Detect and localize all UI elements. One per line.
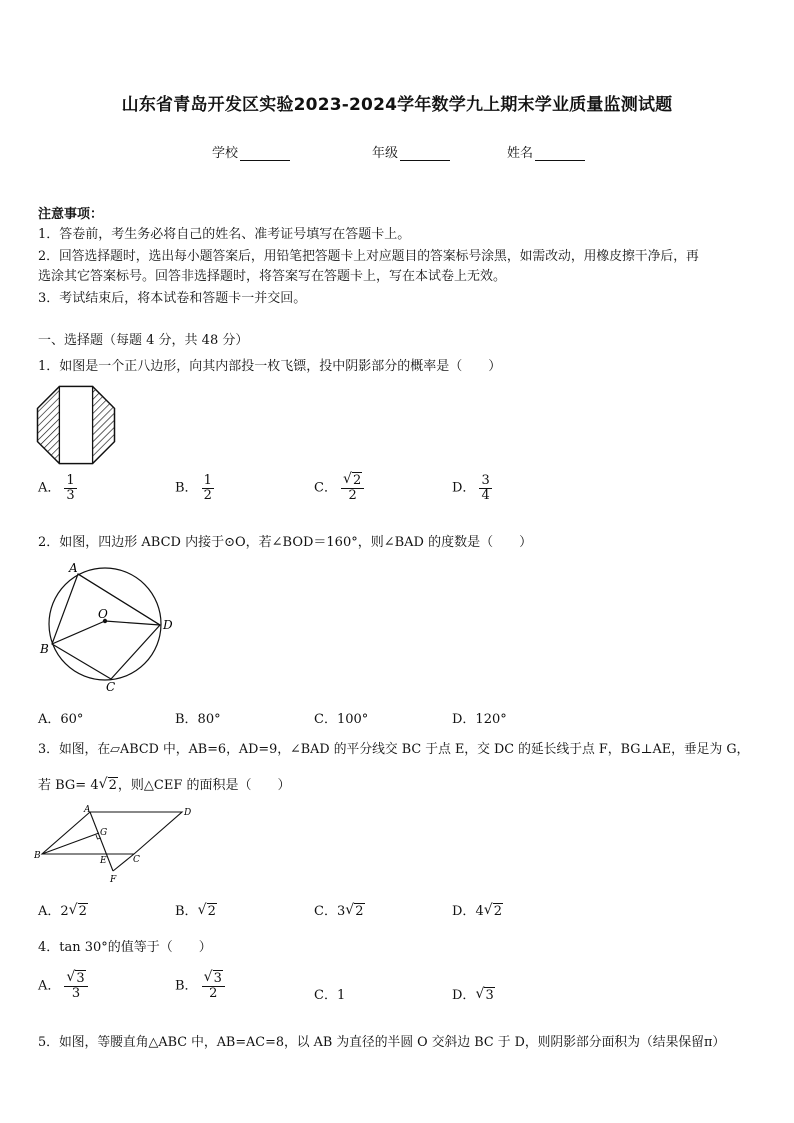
q1-c-num: 2 (352, 473, 362, 488)
q4-option-c[interactable]: C．1 (314, 988, 346, 1003)
q3-stem-pre: 若 BG= 4 (38, 778, 99, 793)
q1-b-label: B． (175, 480, 198, 496)
q3-c-label: C． (314, 904, 337, 919)
q3-c-coef: 3 (336, 904, 346, 919)
name-field[interactable] (507, 142, 585, 161)
octagon-center-strip (59, 387, 92, 464)
notice-item-3: 3．考试结束后，将本试卷和答题卡一并交回。 (38, 291, 307, 306)
q1-b-den: 2 (203, 487, 212, 503)
q4-b-label: B． (175, 978, 198, 994)
q2-radius-od (105, 621, 160, 625)
q3-d-rad: 2 (493, 904, 502, 919)
q2-stem: 2．如图，四边形 ABCD 内接于⊙O，若∠BOD＝160°，则∠BAD 的度数是（ ） (38, 535, 533, 550)
q4-a-den: 3 (71, 985, 81, 1001)
q3-option-c[interactable] (314, 900, 365, 919)
q3-label-e: E (100, 856, 107, 866)
q3-a-rad: 2 (78, 904, 87, 919)
q3-segment-bg (42, 833, 99, 854)
q1-option-b[interactable] (175, 474, 214, 502)
q2-option-c[interactable]: C．100° (314, 712, 369, 727)
q1-d-num: 3 (481, 473, 490, 488)
q4-option-b[interactable] (175, 972, 225, 1000)
q4-option-d[interactable] (452, 984, 495, 1003)
q2-radius-ob (52, 621, 105, 644)
q2-label-d: D (163, 618, 173, 632)
q3-c-rad: 2 (355, 904, 364, 919)
q3-b-rad: 2 (207, 904, 216, 919)
q1-d-label: D． (452, 480, 476, 496)
q4-d-label: D． (452, 988, 476, 1003)
q3-option-d[interactable] (452, 900, 503, 919)
name-blank[interactable] (535, 148, 585, 161)
q3-a-label: A． (38, 904, 61, 919)
q2-label-c: C (106, 680, 116, 694)
q3-stem-rad: 2 (108, 778, 117, 793)
q3-parallelogram (42, 812, 182, 854)
q2-circle-figure (36, 558, 186, 698)
q3-label-f: F (110, 875, 117, 885)
school-blank[interactable] (240, 148, 290, 161)
notice-heading: 注意事项： (38, 207, 104, 222)
q4-stem: 4．tan 30°的值等于（ ） (38, 940, 212, 955)
q3-parallelogram-figure (34, 804, 194, 886)
q1-option-d[interactable] (452, 474, 492, 502)
q3-option-b[interactable] (175, 900, 217, 919)
q3-d-label: D． (452, 904, 476, 919)
q1-stem: 1．如图是一个正八边形，向其内部投一枚飞镖，投中阴影部分的概率是（ ） (38, 359, 502, 374)
q2-label-o: O (98, 607, 108, 621)
notice-item-2-line2: 选涂其它答案标号。回答非选择题时，将答案写在答题卡上，写在本试卷上无效。 (38, 269, 507, 284)
notice-item-1: 1．答卷前，考生务必将自己的姓名、准考证号填写在答题卡上。 (38, 227, 411, 242)
school-field[interactable] (212, 142, 290, 161)
q2-option-d[interactable]: D．120° (452, 712, 507, 727)
q4-d-rad: 3 (485, 988, 494, 1003)
q1-option-c[interactable] (314, 474, 364, 502)
name-label: 姓名 (507, 146, 534, 161)
q3-stem-line1: 3．如图，在▱ABCD 中，AB=6，AD=9，∠BAD 的平分线交 BC 于点 E，交 DC 的延长线于点 F，BG⊥AE，垂足为 G， (38, 742, 750, 757)
q1-octagon-figure (36, 385, 116, 465)
q1-a-label: A． (38, 480, 61, 496)
q1-d-den: 4 (481, 487, 490, 503)
q2-quadrilateral (52, 574, 160, 679)
q2-diagonal-ad (78, 574, 160, 625)
q3-label-a: A (84, 805, 91, 815)
grade-field[interactable] (372, 142, 450, 161)
q4-option-a[interactable] (38, 972, 88, 1000)
q4-a-label: A． (38, 978, 61, 994)
q4-a-num: 3 (76, 971, 85, 986)
q3-label-g: G (100, 828, 108, 838)
q4-b-den: 2 (209, 985, 218, 1001)
page-title: 山东省青岛开发区实验2023-2024学年数学九上期末学业质量监测试题 (121, 95, 673, 115)
q2-option-a[interactable]: A．60° (38, 712, 84, 727)
q1-b-num: 1 (203, 473, 212, 488)
q1-a-den: 3 (66, 487, 75, 503)
q1-option-a[interactable] (38, 474, 77, 502)
q3-label-d: D (184, 808, 192, 818)
grade-label: 年级 (372, 146, 399, 161)
q3-label-b: B (34, 851, 41, 861)
q3-b-label: B． (175, 904, 198, 919)
q4-b-num: 3 (213, 971, 222, 986)
q3-d-coef: 4 (475, 904, 484, 919)
grade-blank[interactable] (400, 148, 450, 161)
q3-label-c: C (133, 855, 140, 865)
q3-stem-line2 (38, 774, 290, 793)
notice-item-2-line1: 2．回答选择题时，选出每小题答案后，用铅笔把答题卡上对应题目的答案标号涂黑，如需改动，用橡皮擦干净后，再 (38, 249, 699, 264)
q1-a-num: 1 (66, 473, 75, 488)
school-label: 学校 (212, 146, 239, 161)
q1-c-label: C． (314, 480, 337, 496)
q5-stem: 5．如图，等腰直角△ABC 中，AB=AC=8，以 AB 为直径的半圆 O 交斜边 BC 于 D，则阴影部分面积为（结果保留π） (38, 1035, 726, 1050)
q3-a-coef: 2 (60, 904, 69, 919)
q1-c-den: 2 (348, 487, 357, 503)
q3-extension-cf (113, 854, 134, 871)
q3-option-a[interactable] (38, 900, 88, 919)
q2-label-b: B (40, 642, 49, 656)
q2-option-b[interactable]: B．80° (175, 712, 221, 727)
q2-label-a: A (69, 561, 78, 575)
q3-stem-post: ，则△CEF 的面积是（ ） (117, 778, 291, 793)
section-heading: 一、选择题（每题 4 分，共 48 分） (38, 333, 249, 348)
